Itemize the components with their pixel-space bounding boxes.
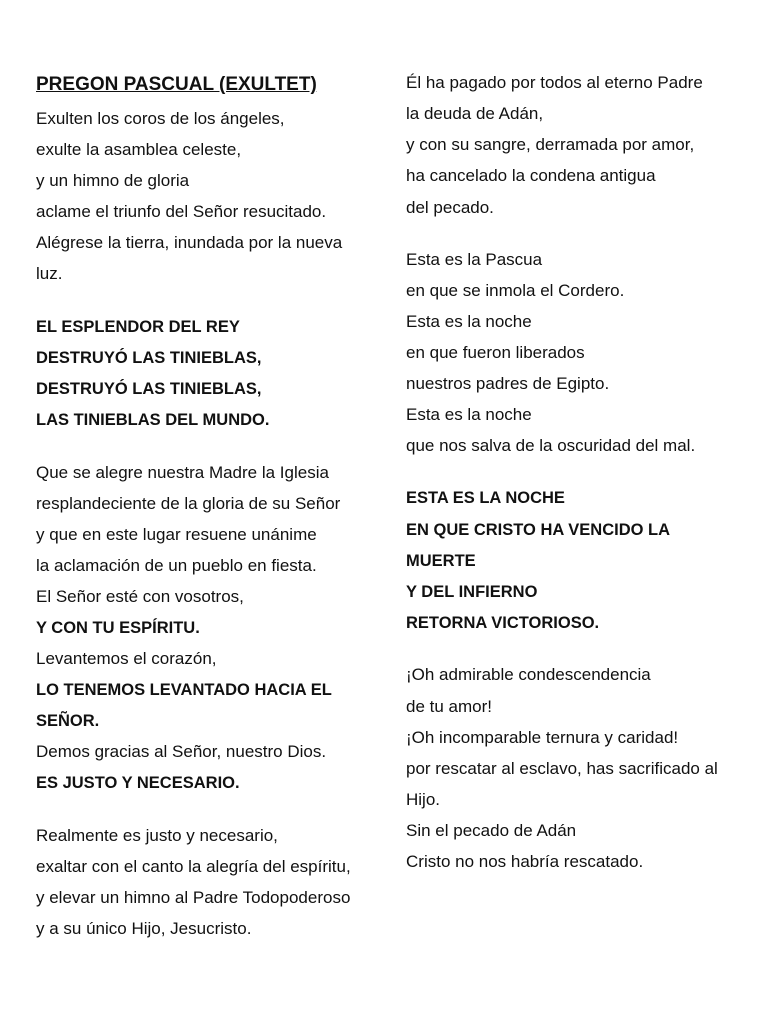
text-line: del pecado. <box>406 198 494 217</box>
text-line: Que se alegre nuestra Madre la Iglesia <box>36 463 329 482</box>
text-line: El Señor esté con vosotros, <box>36 587 244 606</box>
text-line: nuestros padres de Egipto. <box>406 374 610 393</box>
text-line: resplandeciente de la gloria de su Señor <box>36 494 341 513</box>
text-line: luz. <box>36 264 63 283</box>
text-line: ES JUSTO Y NECESARIO. <box>36 774 240 792</box>
text-line: ha cancelado la condena antigua <box>406 166 656 185</box>
text-line: y elevar un himno al Padre Todopoderoso <box>36 888 351 907</box>
text-line: MUERTE <box>406 552 476 570</box>
text-line: DESTRUYÓ LAS TINIEBLAS, <box>36 349 262 367</box>
text-line: la deuda de Adán, <box>406 104 544 123</box>
text-line: LO TENEMOS LEVANTADO HACIA EL <box>36 681 332 699</box>
text-line: EL ESPLENDOR DEL REY <box>36 318 240 336</box>
text-line: Hijo. <box>406 790 441 809</box>
document-title: PREGON PASCUAL (EXULTET) <box>36 74 317 95</box>
text-line: y un himno de gloria <box>36 171 190 190</box>
text-line: exaltar con el canto la alegría del espíritu, <box>36 857 351 876</box>
text-line: Esta es la noche <box>406 405 532 424</box>
text-line: y a su único Hijo, Jesucristo. <box>36 919 252 938</box>
text-line: Sin el pecado de Adán <box>406 821 577 840</box>
text-line: la aclamación de un pueblo en fiesta. <box>36 556 317 575</box>
text-line: Levantemos el corazón, <box>36 649 217 668</box>
text-line: de tu amor! <box>406 697 492 716</box>
text-line: por rescatar al esclavo, has sacrificado al <box>406 759 718 778</box>
text-line: Realmente es justo y necesario, <box>36 826 278 845</box>
text-line: Alégrese la tierra, inundada por la nueva <box>36 233 343 252</box>
text-line: LAS TINIEBLAS DEL MUNDO. <box>36 411 270 429</box>
text-line: DESTRUYÓ LAS TINIEBLAS, <box>36 380 262 398</box>
text-line: ¡Oh incomparable ternura y caridad! <box>406 728 679 747</box>
text-line: y con su sangre, derramada por amor, <box>406 135 695 154</box>
text-line: RETORNA VICTORIOSO. <box>406 614 600 632</box>
text-line: Demos gracias al Señor, nuestro Dios. <box>36 742 327 761</box>
text-line: EN QUE CRISTO HA VENCIDO LA <box>406 521 671 539</box>
text-line: y que en este lugar resuene unánime <box>36 525 317 544</box>
text-line: Cristo no nos habría rescatado. <box>406 852 644 871</box>
text-line: Él ha pagado por todos al eterno Padre <box>406 73 703 92</box>
text-line: que nos salva de la oscuridad del mal. <box>406 436 696 455</box>
text-line: en que fueron liberados <box>406 343 585 362</box>
text-line: ESTA ES LA NOCHE <box>406 489 565 507</box>
text-line: Esta es la Pascua <box>406 250 543 269</box>
text-line: exulte la asamblea celeste, <box>36 140 242 159</box>
text-line: Y DEL INFIERNO <box>406 583 538 601</box>
text-line: SEÑOR. <box>36 712 100 730</box>
text-line: Esta es la noche <box>406 312 532 331</box>
text-line: en que se inmola el Cordero. <box>406 281 625 300</box>
text-line: ¡Oh admirable condescendencia <box>406 665 651 684</box>
text-line: aclame el triunfo del Señor resucitado. <box>36 202 327 221</box>
text-line: Y CON TU ESPÍRITU. <box>36 619 200 637</box>
text-line: Exulten los coros de los ángeles, <box>36 109 285 128</box>
